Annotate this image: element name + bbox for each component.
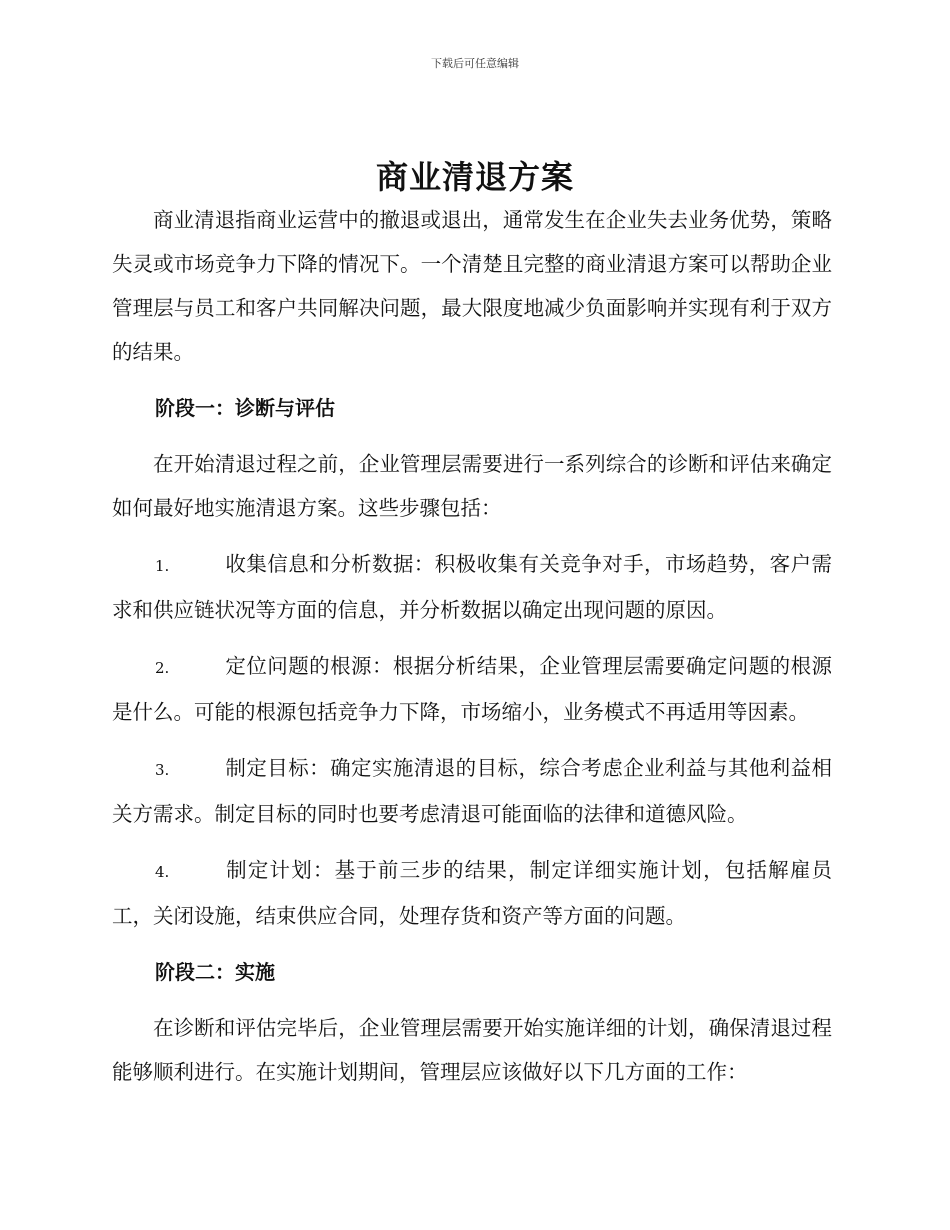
document-body — [112, 198, 832, 1106]
stage1-intro-paragraph: 在开始清退过程之前，企业管理层需要进行一系列综合的诊断和评估来确定如何最好地实施清退方案。这些步骤包括： — [112, 452, 832, 520]
list-item-text: 收集信息和分析数据：积极收集有关竞争对手，市场趋势，客户需求和供应链状况等方面的信息，并分析数据以确定出现问题的原因。 — [112, 552, 832, 622]
list-item — [112, 542, 832, 632]
stage2-heading: 阶段二：实施 — [155, 960, 275, 984]
intro-paragraph: 商业清退指商业运营中的撤退或退出，通常发生在企业失去业务优势，策略失灵或市场竞争力下降的情况下。一个清楚且完整的商业清退方案可以帮助企业管理层与员工和客户共同解决问题，最大限度地减少负面影响并实现有利于双方的结果。 — [112, 208, 832, 364]
list-item-number: 4. — [155, 863, 170, 881]
list-item-text: 定位问题的根源：根据分析结果，企业管理层需要确定问题的根源是什么。可能的根源包括竞争力下降，市场缩小，业务模式不再适用等因素。 — [112, 654, 832, 724]
list-item — [112, 644, 832, 734]
list-item-number: 2. — [155, 659, 170, 677]
list-item-number: 3. — [155, 761, 170, 779]
list-item-text: 制定计划：基于前三步的结果，制定详细实施计划，包括解雇员工，关闭设施，结束供应合同，处理存货和资产等方面的问题。 — [112, 858, 832, 928]
stage2-intro-paragraph: 在诊断和评估完毕后，企业管理层需要开始实施详细的计划，确保清退过程能够顺利进行。在实施计划期间，管理层应该做好以下几方面的工作： — [112, 1016, 832, 1084]
header-note: 下载后可任意编辑 — [431, 57, 519, 70]
list-item — [112, 746, 832, 836]
list-item-text: 制定目标：确定实施清退的目标，综合考虑企业利益与其他利益相关方需求。制定目标的同时也要考虑清退可能面临的法律和道德风险。 — [112, 756, 832, 826]
stage1-heading: 阶段一：诊断与评估 — [155, 396, 335, 420]
document-title: 商业清退方案 — [375, 158, 574, 196]
list-item — [112, 848, 832, 938]
list-item-number: 1. — [155, 557, 170, 575]
